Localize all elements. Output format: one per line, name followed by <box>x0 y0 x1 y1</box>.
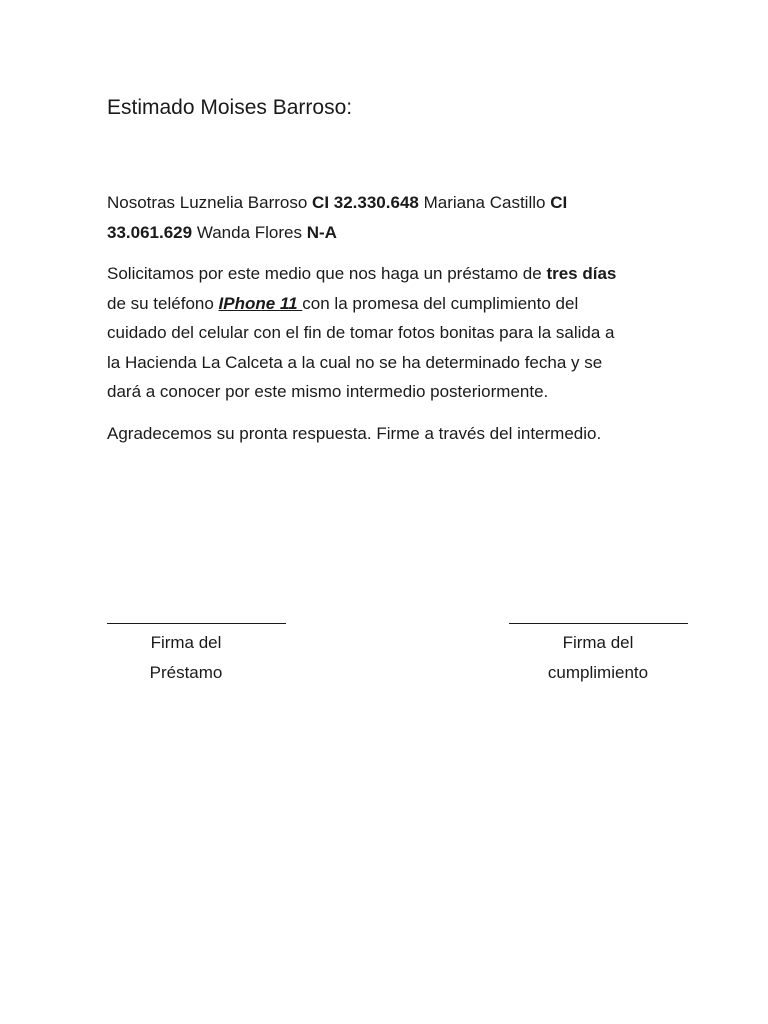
id-luznelia: CI 32.330.648 <box>312 193 419 212</box>
signature-label-fulfillment-line1: Firma del <box>562 633 634 652</box>
request-line4: la Hacienda La Calceta a la cual no se ha determinado fecha y se <box>107 352 603 372</box>
id-mariana-number: 33.061.629 <box>107 222 193 242</box>
names-paragraph <box>107 188 682 247</box>
request-part1: Solicitamos por este medio que nos haga un préstamo de <box>107 264 547 283</box>
request-part3: con la promesa del cumplimiento del <box>302 293 579 313</box>
id-mariana-label: CI <box>550 193 568 212</box>
request-line5: dará a conocer por este mismo intermedio posteriormente. <box>107 382 549 401</box>
signature-label-loan-line1: Firma del <box>150 633 222 652</box>
signature-label-fulfillment <box>509 628 687 687</box>
name-mariana: Mariana Castillo <box>418 193 551 212</box>
signature-label-fulfillment-line2: cumplimiento <box>547 662 649 682</box>
id-wanda: N-A <box>306 222 337 242</box>
name-wanda: Wanda Flores <box>192 222 307 242</box>
signature-line-left <box>107 623 286 624</box>
thanks-paragraph: Agradecemos su pronta respuesta. Firme a través del intermedio. <box>107 424 602 443</box>
loan-duration: tres días <box>546 264 617 283</box>
signature-label-loan <box>107 628 265 687</box>
signature-label-loan-line2: Préstamo <box>149 662 223 682</box>
salutation: Estimado Moises Barroso: <box>107 96 353 119</box>
request-part2: de su teléfono <box>107 293 219 313</box>
request-line3: cuidado del celular con el fin de tomar fotos bonitas para la salida a <box>107 323 615 342</box>
signature-line-right <box>509 623 688 624</box>
device-name: IPhone 11 <box>218 293 303 313</box>
names-intro: Nosotras Luznelia Barroso <box>107 193 313 212</box>
request-paragraph <box>107 259 682 407</box>
